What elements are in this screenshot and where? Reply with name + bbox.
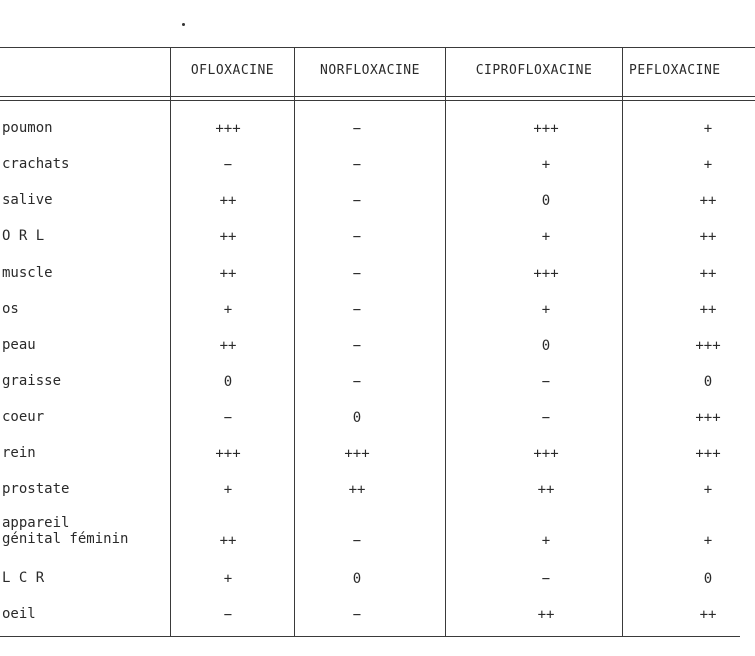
table-cell: +++ bbox=[533, 266, 559, 282]
table-cell: 0 bbox=[703, 374, 713, 390]
row-label: muscle bbox=[2, 265, 53, 281]
table-cell: + bbox=[541, 157, 551, 173]
table-cell: − bbox=[223, 410, 233, 426]
column-divider-4 bbox=[622, 47, 623, 636]
table-cell: 0 bbox=[703, 571, 713, 587]
row-label: salive bbox=[2, 192, 53, 208]
row-label: prostate bbox=[2, 481, 70, 497]
table-cell: ++ bbox=[219, 533, 237, 549]
table-cell: + bbox=[703, 157, 713, 173]
row-label: poumon bbox=[2, 120, 53, 136]
table-cell: + bbox=[223, 571, 233, 587]
column-divider-1 bbox=[170, 47, 171, 636]
table-cell: − bbox=[352, 229, 362, 245]
row-label: L C R bbox=[2, 570, 45, 586]
column-header-ofloxacine: OFLOXACINE bbox=[190, 63, 275, 78]
table-cell: − bbox=[223, 157, 233, 173]
table-cell: +++ bbox=[215, 446, 241, 462]
table-cell: + bbox=[703, 533, 713, 549]
table-cell: ++ bbox=[348, 482, 366, 498]
table-cell: ++ bbox=[219, 338, 237, 354]
table-cell: − bbox=[352, 121, 362, 137]
row-label: oeil bbox=[2, 606, 36, 622]
stray-dot-mark bbox=[182, 23, 185, 26]
row-label: crachats bbox=[2, 156, 70, 172]
row-label: appareil génital féminin bbox=[2, 515, 129, 547]
table-cell: − bbox=[352, 338, 362, 354]
table-cell: ++ bbox=[219, 266, 237, 282]
table-cell: − bbox=[541, 374, 551, 390]
table-cell: + bbox=[541, 229, 551, 245]
table-cell: +++ bbox=[695, 338, 721, 354]
table-cell: ++ bbox=[537, 482, 555, 498]
row-label: peau bbox=[2, 337, 36, 353]
table-cell: + bbox=[223, 302, 233, 318]
table-cell: ++ bbox=[219, 229, 237, 245]
table-cell: +++ bbox=[533, 446, 559, 462]
table-cell: − bbox=[352, 266, 362, 282]
table-cell: − bbox=[541, 410, 551, 426]
table-cell: − bbox=[352, 607, 362, 623]
table-cell: ++ bbox=[699, 229, 717, 245]
column-divider-2 bbox=[294, 47, 295, 636]
column-header-pefloxacine: PEFLOXACINE bbox=[629, 63, 721, 78]
table-cell: ++ bbox=[699, 302, 717, 318]
table-cell: − bbox=[352, 193, 362, 209]
table-bottom-rule bbox=[0, 636, 740, 637]
table-cell: − bbox=[223, 607, 233, 623]
table-cell: +++ bbox=[533, 121, 559, 137]
table-cell: + bbox=[703, 482, 713, 498]
table-cell: ++ bbox=[219, 193, 237, 209]
table-cell: 0 bbox=[223, 374, 233, 390]
table-cell: − bbox=[352, 157, 362, 173]
table-cell: 0 bbox=[352, 410, 362, 426]
table-cell: ++ bbox=[537, 607, 555, 623]
row-label: O R L bbox=[2, 228, 45, 244]
table-header-rule bbox=[0, 96, 755, 97]
table-cell: 0 bbox=[541, 193, 551, 209]
row-label: os bbox=[2, 301, 19, 317]
column-divider-3 bbox=[445, 47, 446, 636]
table-cell: + bbox=[223, 482, 233, 498]
table-cell: +++ bbox=[344, 446, 370, 462]
table-top-rule bbox=[0, 47, 755, 48]
table-cell: − bbox=[352, 374, 362, 390]
table-cell: +++ bbox=[695, 410, 721, 426]
table-cell: +++ bbox=[215, 121, 241, 137]
table-header-double-rule bbox=[0, 100, 755, 101]
table-cell: ++ bbox=[699, 193, 717, 209]
table-cell: ++ bbox=[699, 607, 717, 623]
table-cell: +++ bbox=[695, 446, 721, 462]
table-cell: − bbox=[541, 571, 551, 587]
table-cell: ++ bbox=[699, 266, 717, 282]
column-header-ciprofloxacine: CIPROFLOXACINE bbox=[475, 63, 593, 78]
table-cell: + bbox=[541, 302, 551, 318]
table-cell: 0 bbox=[541, 338, 551, 354]
row-label: rein bbox=[2, 445, 36, 461]
table-cell: + bbox=[703, 121, 713, 137]
table-cell: + bbox=[541, 533, 551, 549]
row-label: coeur bbox=[2, 409, 45, 425]
column-header-norfloxacine: NORFLOXACINE bbox=[320, 63, 420, 78]
table-cell: − bbox=[352, 302, 362, 318]
table-cell: − bbox=[352, 533, 362, 549]
row-label: graisse bbox=[2, 373, 62, 389]
table-cell: 0 bbox=[352, 571, 362, 587]
